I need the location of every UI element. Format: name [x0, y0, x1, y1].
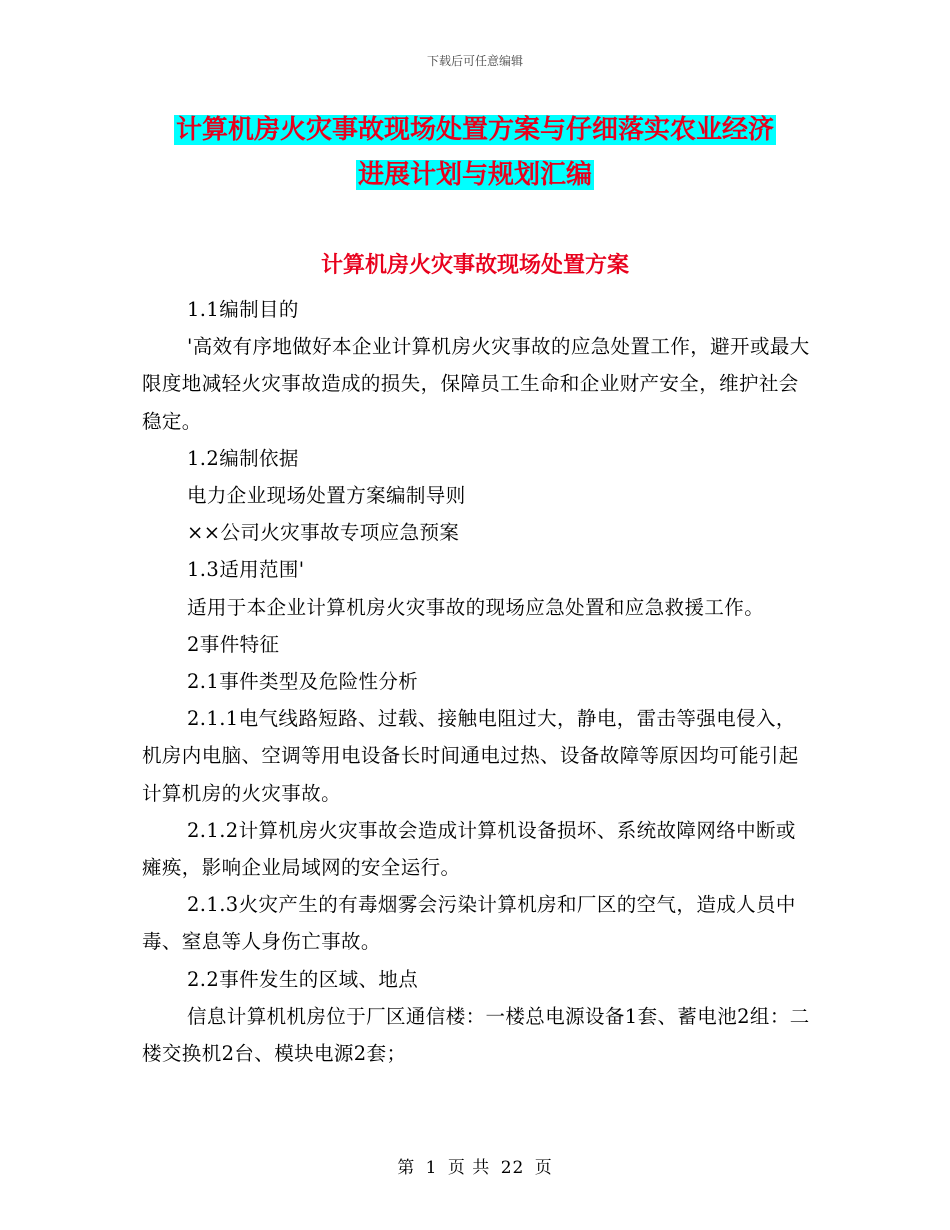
footer-mid: 页 共	[447, 1158, 491, 1178]
paragraph-scope: 适用于本企业计算机房火灾事故的现场应急处置和应急救援工作。	[187, 595, 765, 619]
section-title: 计算机房火灾事故现场处置方案	[320, 253, 629, 278]
paragraph-2-1-3: 2.1.3火灾产生的有毒烟雾会污染计算机房和厂区的空气，造成人员中毒、窒息等人身伤亡事故。	[142, 893, 796, 954]
heading-2: 2事件特征	[187, 632, 280, 656]
paragraph-2-1-2: 2.1.2计算机房火灾事故会造成计算机设备损坏、系统故障网络中断或瘫痪，影响企业局域网的安全运行。	[142, 818, 796, 880]
footer-suffix: 页	[534, 1158, 553, 1178]
heading-2-2: 2.2事件发生的区域、地点	[187, 967, 419, 991]
paragraph-2-1-1: 2.1.1电气线路短路、过载、接触电阻过大，静电，雷击等强电侵入，机房内电脑、空调等用电设备长时间通电过热、设备故障等原因均可能引起计算机房的火灾事故。	[142, 707, 799, 805]
document-title-line1: 计算机房火灾事故现场处置方案与仔细落实农业经济	[175, 115, 774, 145]
document-body	[142, 291, 814, 1072]
paragraph-basis-2: ××公司火灾事故专项应急预案	[187, 521, 460, 545]
paragraph-location: 信息计算机机房位于厂区通信楼：一楼总电源设备1套、蓄电池2组：二楼交换机2台、模块电源2套；	[142, 1004, 810, 1066]
document-title	[0, 108, 950, 198]
footer-page-number: 1	[425, 1158, 438, 1178]
paragraph-basis-1: 电力企业现场处置方案编制导则	[187, 484, 466, 508]
heading-1-3: 1.3适用范围'	[187, 558, 305, 582]
heading-2-1: 2.1事件类型及危险性分析	[187, 670, 419, 694]
heading-1-1: 1.1编制目的	[187, 298, 299, 321]
page-footer	[0, 1153, 950, 1178]
page-header-note: 下载后可任意编辑	[426, 54, 523, 68]
footer-prefix: 第	[397, 1158, 416, 1178]
heading-1-2: 1.2编制依据	[187, 446, 299, 470]
document-title-line2: 进展计划与规划汇编	[357, 160, 592, 190]
paragraph-purpose: '高效有序地做好本企业计算机房火灾事故的应急处置工作，避开或最大限度地减轻火灾事故造成的损失，保障员工生命和企业财产安全，维护社会稳定。	[142, 335, 810, 433]
footer-total-pages: 22	[500, 1158, 525, 1178]
